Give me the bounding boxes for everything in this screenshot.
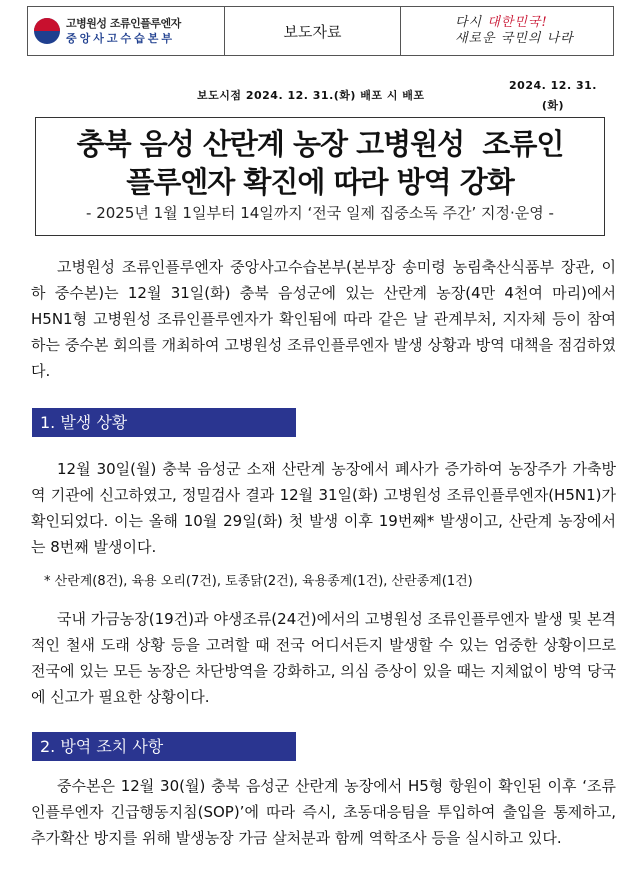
release-date-line1: 2024. 12. 31. xyxy=(509,79,597,92)
org-name-line2: 중앙사고수습본부 xyxy=(66,32,176,45)
section-1-footnote: * 산란계(8건), 육용 오리(7건), 토종닭(2건), 육용종계(1건), 산란종계(1건) xyxy=(44,574,473,589)
subtitle: - 2025년 1월 1일부터 14일까지 ‘전국 일제 집중소독 주간’ 지정·운영 - xyxy=(86,204,554,222)
press-header xyxy=(27,6,614,56)
release-date-line2: (화) xyxy=(541,99,565,112)
government-emblem-icon xyxy=(34,18,60,44)
main-title-line2: 플루엔자 확진에 따라 방역 강화 xyxy=(126,165,514,199)
slogan-line1-part2: 대한민국! xyxy=(487,15,548,30)
slogan xyxy=(401,7,613,55)
slogan-line1-part1: 다시 xyxy=(455,15,488,30)
release-time: 보도시점 2024. 12. 31.(화) 배포 시 배포 xyxy=(197,89,425,102)
org-block xyxy=(28,7,225,55)
main-title xyxy=(36,125,604,201)
title-box xyxy=(35,117,605,236)
slogan-line1 xyxy=(455,15,613,31)
section-1-heading: 1. 발생 상황 xyxy=(32,408,296,437)
doc-type-label: 보도자료 xyxy=(225,7,401,55)
section-1-paragraph-2: 국내 가금농장(19건)과 야생조류(24건)에서의 고병원성 조류인플루엔자 발생 및 본격적인 철새 도래 상황 등을 고려할 때 전국 어디서든지 발생할 수 있는 엄중한 상황이므로 전국에 있는 모든 농장은 차단방역을 강화하고, 의심 증상이 있을 때는 지체없이 방역 당국에 신고가 필요한 상황이다. xyxy=(31,610,616,706)
intro-paragraph: 고병원성 조류인플루엔자 중앙사고수습본부(본부장 송미령 농림축산식품부 장관, 이하 중수본)는 12월 31일(화) 충북 음성군에 있는 산란계 농장(4만 4천여 마리)에서 H5N1형 고병원성 조류인플루엔자가 확인됨에 따라 같은 날 관계부처, 지자체 등이 참여하는 중수본 회의를 개최하여 고병원성 조류인플루엔자 발생 상황과 방역 대책을 점검하였다. xyxy=(31,258,616,380)
section-2-paragraph-1: 중수본은 12월 30(월) 충북 음성군 산란계 농장에서 H5형 항원이 확인된 이후 ‘조류인플루엔자 긴급행동지침(SOP)’에 따라 즉시, 초동대응팀을 투입하여 출입을 통제하고, 추가확산 방지를 위해 발생농장 가금 살처분과 함께 역학조사 등을 실시하고 있다. xyxy=(31,777,616,847)
section-1-paragraph-1: 12월 30일(월) 충북 음성군 소재 산란계 농장에서 폐사가 증가하여 농장주가 가축방역 기관에 신고하였고, 정밀검사 결과 12월 31일(화) 고병원성 조류인플루엔자(H5N1)가 확인되었다. 이는 올해 10월 29일(화) 첫 발생 이후 19번째* 발생이고, 산란계 농장에서는 8번째 발생이다. xyxy=(31,460,616,556)
org-name xyxy=(66,16,181,46)
org-name-line1: 고병원성 조류인플루엔자 xyxy=(66,17,181,30)
main-title-line1: 충북 음성 산란계 농장 고병원성 조류인 xyxy=(76,127,564,161)
slogan-line2: 새로운 국민의 나라 xyxy=(455,31,574,46)
release-date xyxy=(505,76,601,116)
section-2-heading: 2. 방역 조치 사항 xyxy=(32,732,296,761)
